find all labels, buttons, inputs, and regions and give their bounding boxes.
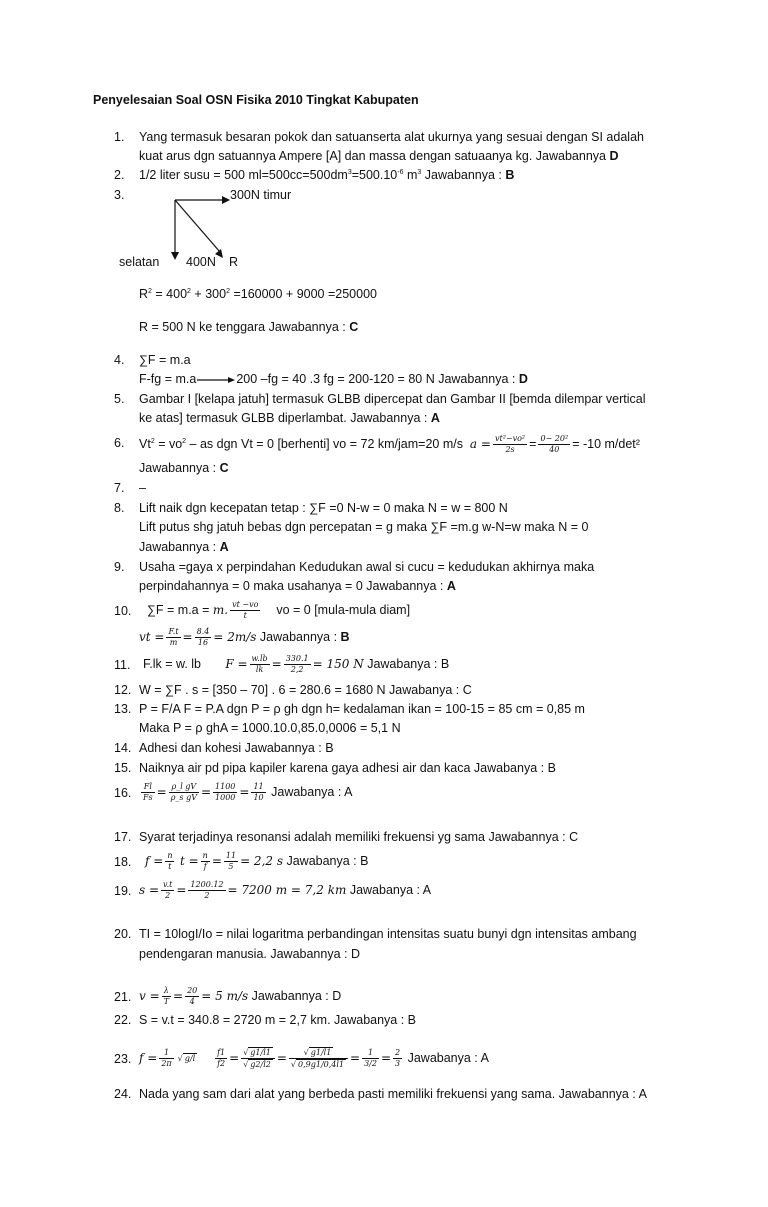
q6-result: = -10 m/det² bbox=[572, 437, 640, 452]
q18-eq: = bbox=[211, 854, 222, 868]
q7-line: – bbox=[139, 481, 146, 495]
item-number: 7. bbox=[114, 481, 125, 495]
q19-frac-2 bbox=[188, 880, 225, 901]
item-number: 6. bbox=[114, 436, 125, 450]
q18-frac-1 bbox=[165, 851, 174, 872]
q23-frac-5 bbox=[362, 1048, 379, 1069]
frac-bottom: 5 bbox=[228, 862, 234, 872]
sq-sup: 2 bbox=[226, 287, 230, 295]
frac-top: 1200.12 bbox=[190, 880, 224, 890]
q11-d: Jawabanya : B bbox=[363, 657, 450, 671]
item-number: 10. bbox=[114, 604, 132, 618]
frac-bottom: 16 bbox=[197, 638, 209, 648]
frac-top: 1 bbox=[159, 1048, 173, 1059]
item-number: 4. bbox=[114, 353, 125, 367]
frac-top: 0− 20² bbox=[540, 434, 569, 444]
q11-eq: = bbox=[271, 657, 282, 671]
q19-d: Jawabanya : A bbox=[346, 883, 432, 897]
q10-c: vt = bbox=[139, 630, 165, 644]
q16-frac-2 bbox=[169, 782, 199, 803]
q9-l2: perpindahannya = 0 maka usahanya = 0 Jawabannya : bbox=[139, 579, 447, 593]
root-content: g1/l1 bbox=[250, 1048, 271, 1058]
frac-top: vt −vo bbox=[232, 600, 259, 610]
q10-m: m. bbox=[212, 603, 229, 617]
q21-frac-2 bbox=[185, 986, 199, 1007]
q10-line-1 bbox=[147, 598, 410, 622]
q10-line-2 bbox=[139, 625, 350, 649]
frac-top: 20 bbox=[187, 986, 198, 996]
q21-eq: = bbox=[173, 989, 184, 1003]
frac-top: λ bbox=[162, 986, 171, 997]
frac-top: n bbox=[202, 851, 208, 861]
frac-top: 1 bbox=[362, 1048, 379, 1059]
q12-line: W = ∑F . s = [350 – 70] . 6 = 280.6 = 1680 N Jawabanya : C bbox=[139, 683, 472, 697]
q9-answer: A bbox=[446, 579, 456, 593]
frac-bottom: T bbox=[163, 997, 169, 1007]
q10-e: Jawabannya : bbox=[256, 630, 341, 644]
q2-answer: B bbox=[505, 168, 515, 182]
frac-top: √ g1/l1 bbox=[289, 1047, 348, 1059]
q6-a: Vt bbox=[139, 437, 151, 452]
frac-top: vt²−vo² bbox=[494, 434, 526, 444]
q8-l3: Jawabannya : bbox=[139, 540, 220, 554]
q16-eq: = bbox=[200, 785, 212, 799]
q6-eq: = bbox=[529, 437, 537, 452]
q16-eq: = bbox=[156, 785, 167, 799]
q10-frac-2 bbox=[166, 627, 180, 648]
q6-c: – as dgn Vt = 0 [berhenti] vo = 72 km/jam=20 m/s bbox=[186, 437, 463, 452]
q11-a: F.lk = w. lb bbox=[143, 657, 202, 671]
q2-sup3: 3 bbox=[417, 168, 422, 176]
item-number: 13. bbox=[114, 702, 132, 716]
frac-top: 11 bbox=[253, 782, 264, 792]
q20-line-2: pendengaran manusia. Jawabannya : D bbox=[139, 947, 360, 961]
q20-line-1: TI = 10logI/Io = nilai logaritma perbandingan intensitas suatu bunyi dgn intensitas ambang bbox=[139, 927, 637, 941]
q10-frac-3 bbox=[195, 627, 212, 648]
q4-b: 200 –fg = 40 .3 fg = 200-120 = 80 N Jawabannya : bbox=[236, 372, 519, 386]
force-label: 400N bbox=[186, 255, 216, 269]
q16-frac-4 bbox=[251, 782, 265, 803]
q19-eq: = bbox=[176, 883, 187, 897]
q23-eq: = bbox=[350, 1051, 361, 1065]
q5-line-1: Gambar I [kelapa jatuh] termasuk GLBB dipercepat dan Gambar II [bemda dilempar vertical bbox=[139, 392, 646, 406]
q6-line-2 bbox=[139, 461, 229, 475]
item-number: 18. bbox=[114, 855, 132, 869]
sq-sup: 2 bbox=[148, 287, 152, 295]
q2-sup2: -6 bbox=[397, 168, 404, 176]
q23-frac-3 bbox=[241, 1047, 275, 1070]
q8-line-1: Lift naik dgn kecepatan tetap : ∑F =0 N-w = 0 maka N = w = 800 N bbox=[139, 501, 508, 515]
frac-bottom: 4 bbox=[189, 997, 195, 1007]
sq-sup: 2 bbox=[182, 438, 187, 445]
item-number: 9. bbox=[114, 560, 125, 574]
q4-answer: D bbox=[518, 372, 528, 386]
frac-bottom: 3/2 bbox=[364, 1059, 377, 1069]
item-number: 23. bbox=[114, 1052, 132, 1066]
q3-r: R bbox=[139, 287, 149, 301]
q4-line-1: ∑F = m.a bbox=[139, 353, 191, 367]
frac-top: n bbox=[167, 851, 173, 861]
q1-line-2 bbox=[139, 149, 618, 163]
frac-bottom: t bbox=[243, 611, 247, 621]
q6-answer: C bbox=[219, 461, 229, 475]
q1-answer: D bbox=[609, 149, 619, 163]
q18-a: f = bbox=[145, 854, 164, 868]
frac-top: 2 bbox=[395, 1048, 401, 1058]
resultant-vector bbox=[175, 200, 220, 252]
sq-sup: 2 bbox=[187, 287, 191, 295]
q18-d: Jawabanya : B bbox=[283, 854, 369, 868]
frac-top: 1100 bbox=[215, 782, 236, 792]
q23-frac-1 bbox=[159, 1048, 173, 1069]
q1-line-1: Yang termasuk besaran pokok dan satuanserta alat ukurnya yang sesuai dengan SI adalah bbox=[139, 130, 644, 144]
q19-frac-1 bbox=[161, 880, 174, 901]
q2-line bbox=[139, 168, 514, 182]
q4-line-2 bbox=[139, 372, 528, 386]
item-number: 5. bbox=[114, 392, 125, 406]
q11-frac-1 bbox=[250, 654, 270, 675]
q21-a: v = bbox=[139, 989, 160, 1003]
frac-top: F.t bbox=[168, 627, 179, 637]
q23-line bbox=[139, 1038, 489, 1078]
q3-t3: =160000 + 9000 =250000 bbox=[229, 287, 377, 301]
q2-a: 1/2 liter susu = 500 ml=500cc=500dm bbox=[139, 168, 348, 182]
q21-c: = 5 m/s bbox=[201, 989, 249, 1003]
q2-c: m bbox=[403, 168, 418, 182]
q24-line: Nada yang sam dari alat yang berbeda pasti memiliki frekuensi yang sama. Jawabannya : A bbox=[139, 1087, 647, 1101]
root-content: g/l bbox=[184, 1054, 196, 1064]
frac-top: √ g1/l1 bbox=[241, 1047, 275, 1059]
frac-bottom: √ 0,9g1/0,4l1 bbox=[290, 1060, 345, 1070]
q6-frac-2 bbox=[538, 434, 570, 455]
frac-bottom: f2 bbox=[217, 1059, 226, 1069]
q23-a: f = bbox=[139, 1051, 158, 1065]
page-title: Penyelesaian Soal OSN Fisika 2010 Tingkat Kabupaten bbox=[93, 93, 419, 107]
q18-c: = 2,2 s bbox=[240, 854, 283, 868]
q3-eq2-text: R = 500 N ke tenggara Jawabannya : bbox=[139, 320, 350, 334]
frac-bottom: f bbox=[203, 862, 207, 872]
q2-b: =500.10 bbox=[351, 168, 398, 182]
item-number: 15. bbox=[114, 761, 132, 775]
frac-bottom: Fs bbox=[143, 793, 153, 803]
sq-sup: 2 bbox=[150, 438, 155, 445]
item-number: 12. bbox=[114, 683, 132, 697]
q3-eq-2 bbox=[139, 320, 358, 334]
item-number: 11. bbox=[114, 658, 131, 672]
frac-bottom: m bbox=[169, 638, 178, 648]
q10-eq: = bbox=[182, 630, 193, 644]
item-number: 14. bbox=[114, 741, 132, 755]
frac-bottom: 10 bbox=[253, 793, 264, 803]
q6-line-1 bbox=[139, 430, 640, 456]
q14-line: Adhesi dan kohesi Jawabannya : B bbox=[139, 741, 334, 755]
q21-frac-1 bbox=[162, 986, 171, 1007]
q6-b: = vo bbox=[154, 437, 183, 452]
item-number: 1. bbox=[114, 130, 125, 144]
arrow-icon bbox=[196, 375, 236, 385]
east-arrowhead bbox=[222, 196, 230, 204]
q3-answer: C bbox=[349, 320, 359, 334]
q23-eq: = bbox=[276, 1051, 287, 1065]
item-number: 3. bbox=[114, 188, 125, 202]
q23-frac-4 bbox=[289, 1047, 348, 1070]
q23-eq: = bbox=[229, 1051, 240, 1065]
q2-d: Jawabannya : bbox=[421, 168, 506, 182]
frac-bottom: √ g2/l2 bbox=[243, 1060, 271, 1070]
q23-frac-6 bbox=[393, 1048, 402, 1069]
item-number: 21. bbox=[114, 990, 132, 1004]
frac-bottom: 2 bbox=[204, 891, 210, 901]
frac-bottom: 40 bbox=[549, 445, 560, 455]
q15-line: Naiknya air pd pipa kapiler karena gaya adhesi air dan kaca Jawabanya : B bbox=[139, 761, 556, 775]
frac-top: f1 bbox=[217, 1048, 226, 1058]
q19-c: = 7200 m = 7,2 km bbox=[227, 883, 347, 897]
root-content: g1/l1 bbox=[310, 1048, 332, 1058]
frac-top: 330.1 bbox=[285, 654, 309, 664]
frac-bottom: t bbox=[168, 862, 172, 872]
q2-sup1: 3 bbox=[347, 168, 352, 176]
q8-line-2: Lift putus shg jatuh bebas dgn percepatan = g maka ∑F =m.g w-N=w maka N = 0 bbox=[139, 520, 589, 534]
frac-bottom: 2s bbox=[505, 445, 515, 455]
q16-a: Jawabanya : A bbox=[267, 785, 353, 799]
frac-bottom: 2π bbox=[161, 1059, 172, 1069]
q13-line-1: P = F/A F = P.A dgn P = ρ gh dgn h= kedalaman ikan = 100-15 = 85 cm = 0,85 m bbox=[139, 702, 585, 716]
q18-b: t = bbox=[179, 854, 199, 868]
q3-t1: = 400 bbox=[151, 287, 188, 301]
q19-a: s = bbox=[139, 883, 160, 897]
item-number: 20. bbox=[114, 927, 132, 941]
q23-root-1: √ g/l bbox=[177, 1054, 196, 1064]
q1-text: kuat arus dgn satuannya Ampere [A] dan massa dengan satuaanya kg. Jawabannya bbox=[139, 149, 610, 163]
q18-frac-2 bbox=[201, 851, 210, 872]
q16-frac-1 bbox=[141, 782, 155, 803]
item-number: 8. bbox=[114, 501, 125, 515]
south-arrowhead bbox=[171, 252, 179, 260]
q11-c: = 150 N bbox=[312, 657, 364, 671]
frac-bottom: ρ_s gV bbox=[170, 793, 197, 803]
frac-bottom: 3 bbox=[395, 1059, 401, 1069]
q16-frac-3 bbox=[213, 782, 237, 803]
root-content: g2/l2 bbox=[250, 1060, 271, 1070]
item-number: 2. bbox=[114, 168, 125, 182]
root-content: 0,9g1/0,4l1 bbox=[298, 1060, 345, 1070]
q13-line-2: Maka P = ρ ghA = 1000.10.0,85.0,0006 = 5,1 N bbox=[139, 721, 401, 735]
q3-eq-1 bbox=[139, 287, 377, 301]
frac-bottom: 1000 bbox=[215, 793, 236, 803]
frac-bottom: 2,2 bbox=[290, 665, 304, 675]
q11-frac-2 bbox=[284, 654, 311, 675]
q16-eq: = bbox=[239, 785, 250, 799]
q5-answer: A bbox=[430, 411, 440, 425]
frac-top: ρ_l gV bbox=[169, 782, 199, 793]
q5-text: ke atas] termasuk GLBB diperlambat. Jawabannya : bbox=[139, 411, 431, 425]
q10-frac bbox=[230, 600, 260, 621]
item-number: 17. bbox=[114, 830, 132, 844]
q18-frac-3 bbox=[224, 851, 238, 872]
q23-frac-2 bbox=[215, 1048, 227, 1069]
q16-line bbox=[139, 778, 352, 806]
frac-top: v.t bbox=[163, 880, 173, 890]
q9-line-1: Usaha =gaya x perpindahan Kedudukan awal si cucu = kedudukan akhirnya maka bbox=[139, 560, 595, 574]
q19-line bbox=[139, 877, 431, 903]
frac-top: 11 bbox=[225, 851, 237, 861]
q10-b: vo = 0 [mula-mula diam] bbox=[276, 603, 411, 617]
q22-line: S = v.t = 340.8 = 2720 m = 2,7 km. Jawabanya : B bbox=[139, 1013, 417, 1027]
q5-line-2 bbox=[139, 411, 440, 425]
q4-a: F-fg = m.a bbox=[139, 372, 197, 386]
item-number: 22. bbox=[114, 1013, 132, 1027]
resultant-label: R bbox=[229, 255, 239, 269]
q17-line: Syarat terjadinya resonansi adalah memiliki frekuensi yg sama Jawabannya : C bbox=[139, 830, 579, 844]
q21-d: Jawabannya : D bbox=[248, 989, 342, 1003]
q11-line bbox=[143, 652, 449, 676]
frac-top: Fl bbox=[141, 782, 155, 793]
q23-eq: = bbox=[380, 1051, 392, 1065]
q6-frac-1 bbox=[493, 434, 527, 455]
q21-line bbox=[139, 983, 341, 1009]
item-number: 16. bbox=[114, 786, 132, 800]
frac-bottom: lk bbox=[255, 665, 264, 675]
frac-bottom: 2 bbox=[165, 891, 171, 901]
q9-line-2 bbox=[139, 579, 456, 593]
frac-top: w.lb bbox=[251, 654, 268, 664]
q10-d: = 2m/s bbox=[213, 630, 257, 644]
q8-line-3 bbox=[139, 540, 229, 554]
q10-answer: B bbox=[340, 630, 350, 644]
q6-l2: Jawabannya : bbox=[139, 461, 220, 475]
south-label: selatan bbox=[119, 255, 160, 269]
q10-a: ∑F = m.a = bbox=[147, 603, 213, 617]
q8-answer: A bbox=[219, 540, 229, 554]
item-number: 24. bbox=[114, 1087, 132, 1101]
frac-top: 8.4 bbox=[196, 627, 210, 637]
q6-aeq: a = bbox=[469, 437, 491, 452]
q23-d: Jawabanya : A bbox=[404, 1051, 489, 1065]
item-number: 19. bbox=[114, 884, 132, 898]
q3-t2: + 300 bbox=[190, 287, 227, 301]
east-label: 300N timur bbox=[230, 188, 292, 202]
q11-b: F = bbox=[225, 657, 248, 671]
q18-line bbox=[145, 848, 368, 874]
